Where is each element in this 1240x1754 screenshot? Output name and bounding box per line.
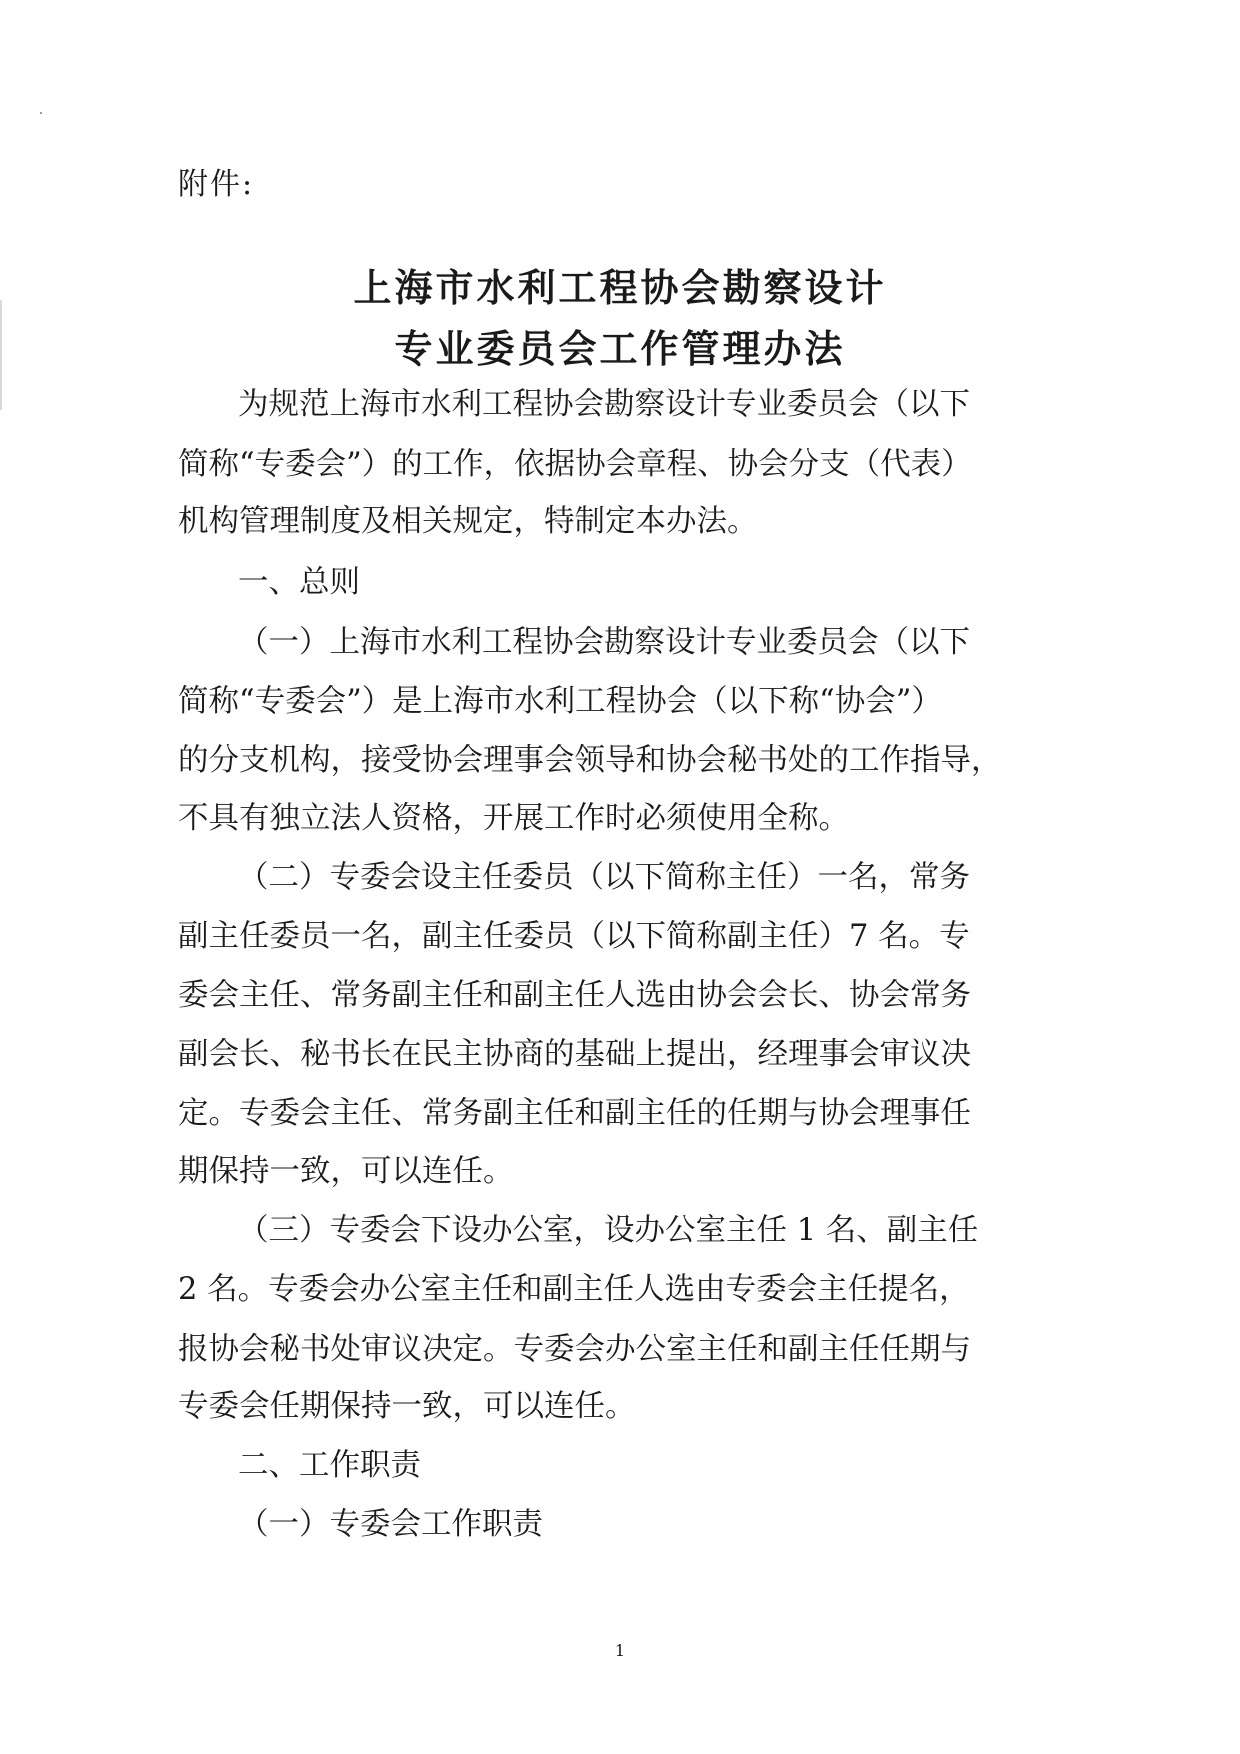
body-line: 简称“专委会”）是上海市水利工程协会（以下称“协会”）	[178, 684, 942, 719]
body-line: 不具有独立法人资格，开展工作时必须使用全称。	[178, 801, 849, 836]
body-line: 的分支机构，接受协会理事会领导和协会秘书处的工作指导，	[178, 743, 1002, 778]
attachment-label: 附件:	[178, 167, 255, 202]
section-heading: 二、工作职责	[238, 1448, 421, 1483]
document-title-line-2: 专业委员会工作管理办法	[394, 327, 846, 371]
body-line: 委会主任、常务副主任和副主任人选由协会会长、协会常务	[178, 978, 971, 1013]
page-number: 1	[614, 1641, 626, 1660]
subsection-heading: （一）专委会工作职责	[238, 1507, 543, 1542]
document-title-line-1: 上海市水利工程协会勘察设计	[353, 266, 887, 310]
body-line: 副主任委员一名，副主任委员（以下简称副主任）7 名。专	[178, 919, 970, 954]
body-line: 副会长、秘书长在民主协商的基础上提出，经理事会审议决	[178, 1037, 971, 1072]
body-line: 期保持一致，可以连任。	[178, 1154, 514, 1189]
scan-speck	[40, 112, 42, 114]
body-line: （三）专委会下设办公室，设办公室主任 1 名、副主任	[238, 1213, 979, 1248]
section-heading: 一、总则	[238, 565, 360, 600]
body-line: 定。专委会主任、常务副主任和副主任的任期与协会理事任	[178, 1096, 971, 1131]
body-line: （二）专委会设主任委员（以下简称主任）一名，常务	[238, 860, 970, 895]
body-line: （一）上海市水利工程协会勘察设计专业委员会（以下	[238, 625, 970, 660]
body-line: 为规范上海市水利工程协会勘察设计专业委员会（以下	[238, 387, 970, 422]
body-line: 报协会秘书处审议决定。专委会办公室主任和副主任任期与	[178, 1332, 971, 1367]
body-line: 专委会任期保持一致，可以连任。	[178, 1389, 636, 1424]
body-line: 简称“专委会”）的工作，依据协会章程、协会分支（代表）	[178, 447, 972, 482]
body-line: 2 名。专委会办公室主任和副主任人选由专委会主任提名，	[178, 1272, 970, 1307]
body-line: 机构管理制度及相关规定，特制定本办法。	[178, 504, 758, 539]
